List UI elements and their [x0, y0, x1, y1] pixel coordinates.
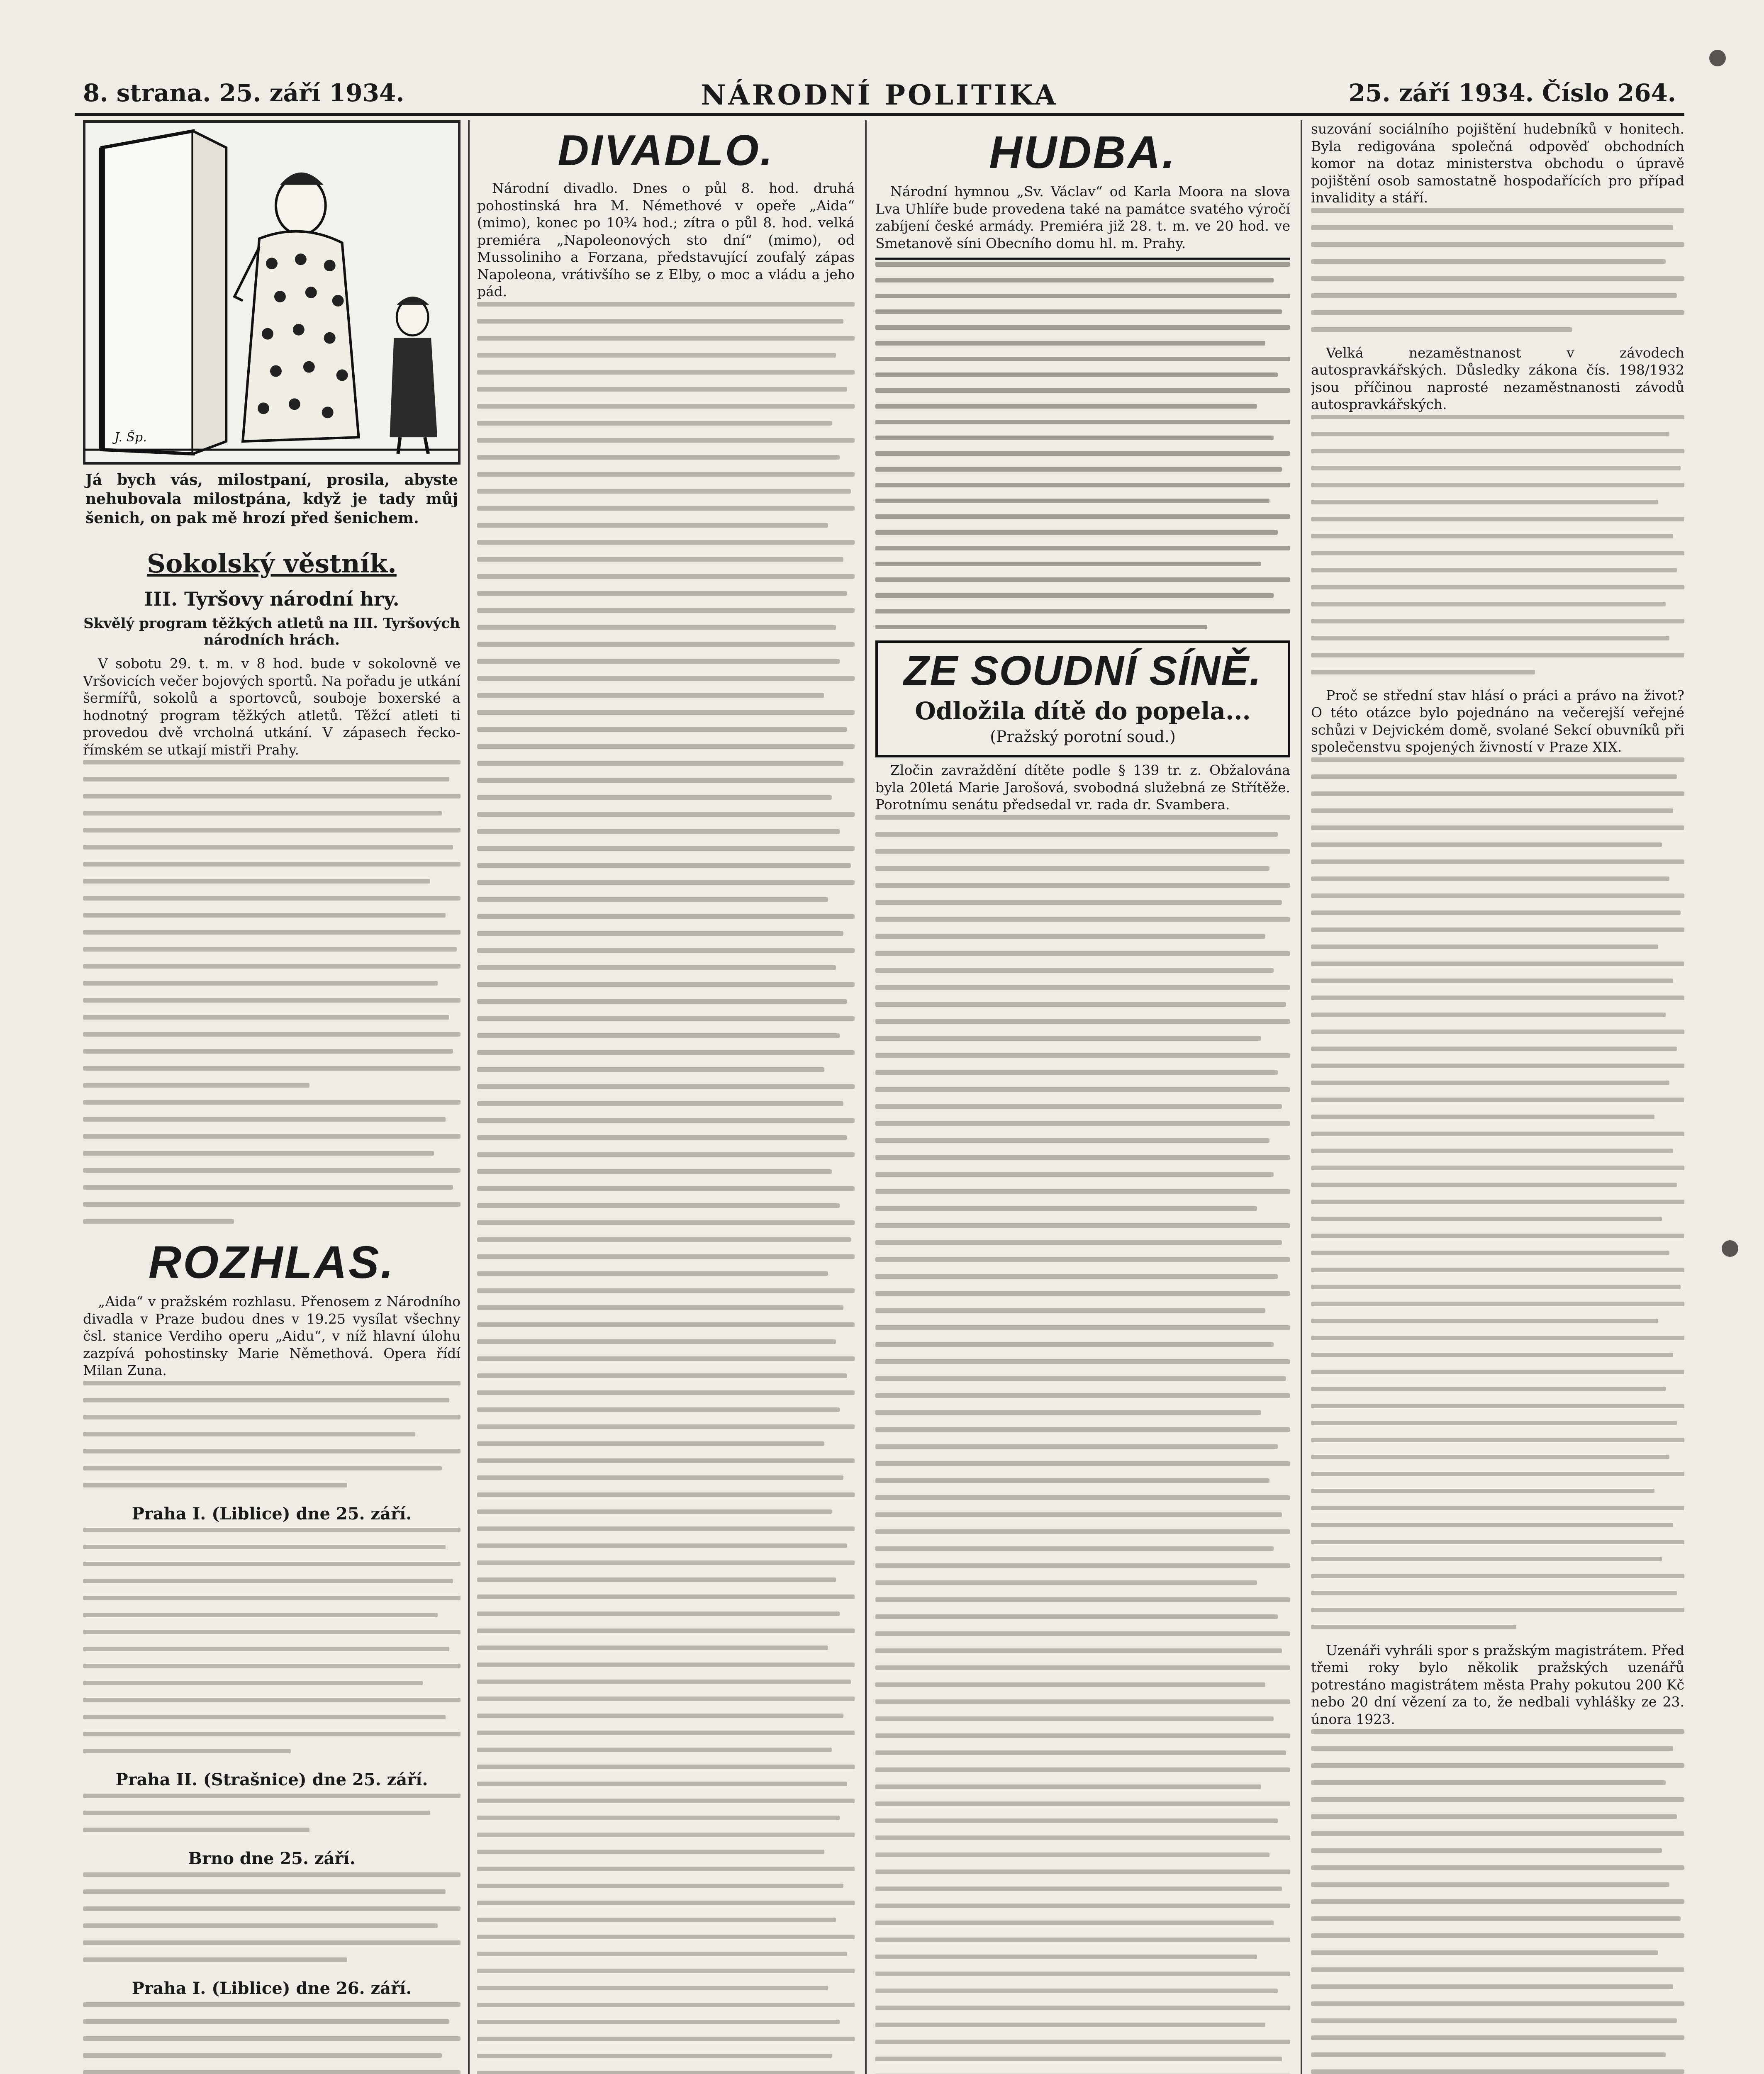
schedule-praha1b-heading: Praha I. (Liblice) dne 26. září.	[132, 1978, 412, 1998]
col4-article-4: Uzenáři vyhráli spor s pražským magistrátem. Před třemi roky bylo několik pražských uzenářů potrestáno magistrátem města Prahy pokutou 200 Kč nebo 20 dní vězení za to, že nedbali vyhlášky ze 23. února 1923.	[1311, 1642, 1684, 1727]
cartoon-caption: Já bych vás, milostpaní, prosila, abyste nehubovala milostpána, když je tady můj šenich, on pak mě hrozí před šenichem.	[85, 471, 458, 527]
col4-article-2-body	[1311, 415, 1684, 674]
sokol-article-lead: V sobotu 29. t. m. v 8 hod. bude v sokolovně ve Vršovicích večer bojových sportů. Na pořadu je utkání šermířů, sokolů a sportovců, souboje boxerské a hodnotný program těžkých atletů. Těžcí atleti ti provedou dvě vrcholná utkání. V zápasech řecko-římském se utkají mistři Prahy.	[83, 655, 460, 758]
col4-article-4-body	[1311, 1729, 1684, 2074]
court-subheading: Odložila dítě do popela...	[915, 697, 1251, 725]
sokol-subheading-2: Skvělý program těžkých atletů na III. Tyršových národních hrách.	[83, 615, 460, 648]
schedule-praha2-heading: Praha II. (Strašnice) dne 25. září.	[115, 1770, 428, 1789]
col4-article-3: Proč se střední stav hlásí o práci a právo na život? O této otázce bylo pojednáno na večerejší veřejné schůzi v Dejvickém domě, svolané Sekcí obuvníků při společenstvu spojených živností v Praze XIX.	[1311, 687, 1684, 755]
svg-text:J. Šp.: J. Šp.	[114, 430, 147, 445]
col4-article-1-body	[1311, 208, 1684, 332]
column-3	[875, 120, 1290, 2074]
sokol-heading: Sokolský věstník.	[147, 548, 397, 579]
schedule-brno-heading: Brno dne 25. září.	[188, 1848, 356, 1868]
masthead-issue: 25. září 1934. Číslo 264.	[1348, 79, 1676, 107]
hudba-lead: Národní hymnou „Sv. Václav“ od Karla Moora na slova Lva Uhlíře bude provedena také na památce svatého výročí zabíjení české armády. Premiéra již 28. t. m. ve 20 hod. ve Smetanově síni Obecního domu hl. m. Prahy.	[875, 183, 1290, 251]
court-heading: ZE SOUDNÍ SÍNĚ.	[904, 648, 1262, 694]
binding-hole-mark	[1709, 50, 1726, 66]
column-separator	[865, 120, 867, 2074]
col4-article-3-body	[1311, 757, 1684, 1629]
hudba-heading: HUDBA.	[989, 127, 1177, 178]
column-2	[477, 120, 855, 2074]
divadlo-lead: Národní divadlo. Dnes o půl 8. hod. druhá pohostinská hra M. Némethové v opeře „Aida“ (mimo), konec po 10¾ hod.; zítra o půl 8. hod. velká premiéra „Napoleonových sto dní“ (mimo), od Mussoliniho a Forzana, představující zoufalý zápas Napoleona, vrátivšího se z Elby, o moc a vládu a jeho pád.	[477, 180, 855, 299]
binding-hole-mark	[1722, 1240, 1738, 1257]
masthead-page-date: 8. strana. 25. září 1934.	[83, 79, 404, 107]
column-1	[83, 120, 460, 2074]
col4-article-1: suzování sociálního pojištění hudebníků v honitech. Byla redigována společná odpověď obchodních komor na dotaz ministerstva obchodu o úpravě pojištění osob samostatně hospodařících pro případ invalidity a stáří.	[1311, 121, 1684, 206]
court-subheading-2: (Pražský porotní soud.)	[990, 728, 1176, 746]
schedule-praha1-heading: Praha I. (Liblice) dne 25. září.	[132, 1504, 412, 1524]
column-separator	[1301, 120, 1302, 2074]
col4-article-2: Velká nezaměstnanost v závodech autospravkářských. Důsledky zákona čís. 198/1932 jsou příčinou naprosté nezaměstnanosti závodů autospravkářských.	[1311, 344, 1684, 412]
masthead	[75, 62, 1684, 112]
rozhlas-body	[83, 1381, 460, 1487]
masthead-rule	[75, 113, 1684, 116]
schedule-praha1	[83, 1528, 460, 1753]
column-separator	[468, 120, 470, 2074]
sokol-article-body	[83, 760, 460, 1224]
schedule-praha1b	[83, 2002, 460, 2074]
concert-listings	[875, 258, 1290, 629]
schedule-brno	[83, 1872, 460, 1962]
cartoon-illustration	[83, 120, 460, 465]
divadlo-heading: DIVADLO.	[558, 127, 774, 175]
sokol-subheading: III. Tyršovy národní hry.	[144, 588, 400, 610]
column-4	[1311, 120, 1684, 2074]
cartoon-drawing	[85, 123, 458, 462]
rozhlas-heading: ROZHLAS.	[148, 1237, 395, 1288]
divadlo-body	[477, 302, 855, 2074]
schedule-praha2	[83, 1794, 460, 1832]
court-lead: Zločin zavraždění dítěte podle § 139 tr. z. Obžalována byla 20letá Marie Jarošová, svobodná služebná ze Střítěže. Porotnímu senátu předsedal vr. rada dr. Svambera.	[875, 762, 1290, 813]
masthead-title: NÁRODNÍ POLITIKA	[701, 79, 1058, 111]
rozhlas-lead: „Aida“ v pražském rozhlasu. Přenosem z Národního divadla v Praze budou dnes v 19.25 vysílat všechny čsl. stanice Verdiho operu „Aidu“, v níž hlavní úlohu zazpívá pohostinsky Marie Němethová. Opera řídí Milan Zuna.	[83, 1293, 460, 1378]
court-section-header	[875, 640, 1290, 757]
court-article-body	[875, 815, 1290, 2074]
